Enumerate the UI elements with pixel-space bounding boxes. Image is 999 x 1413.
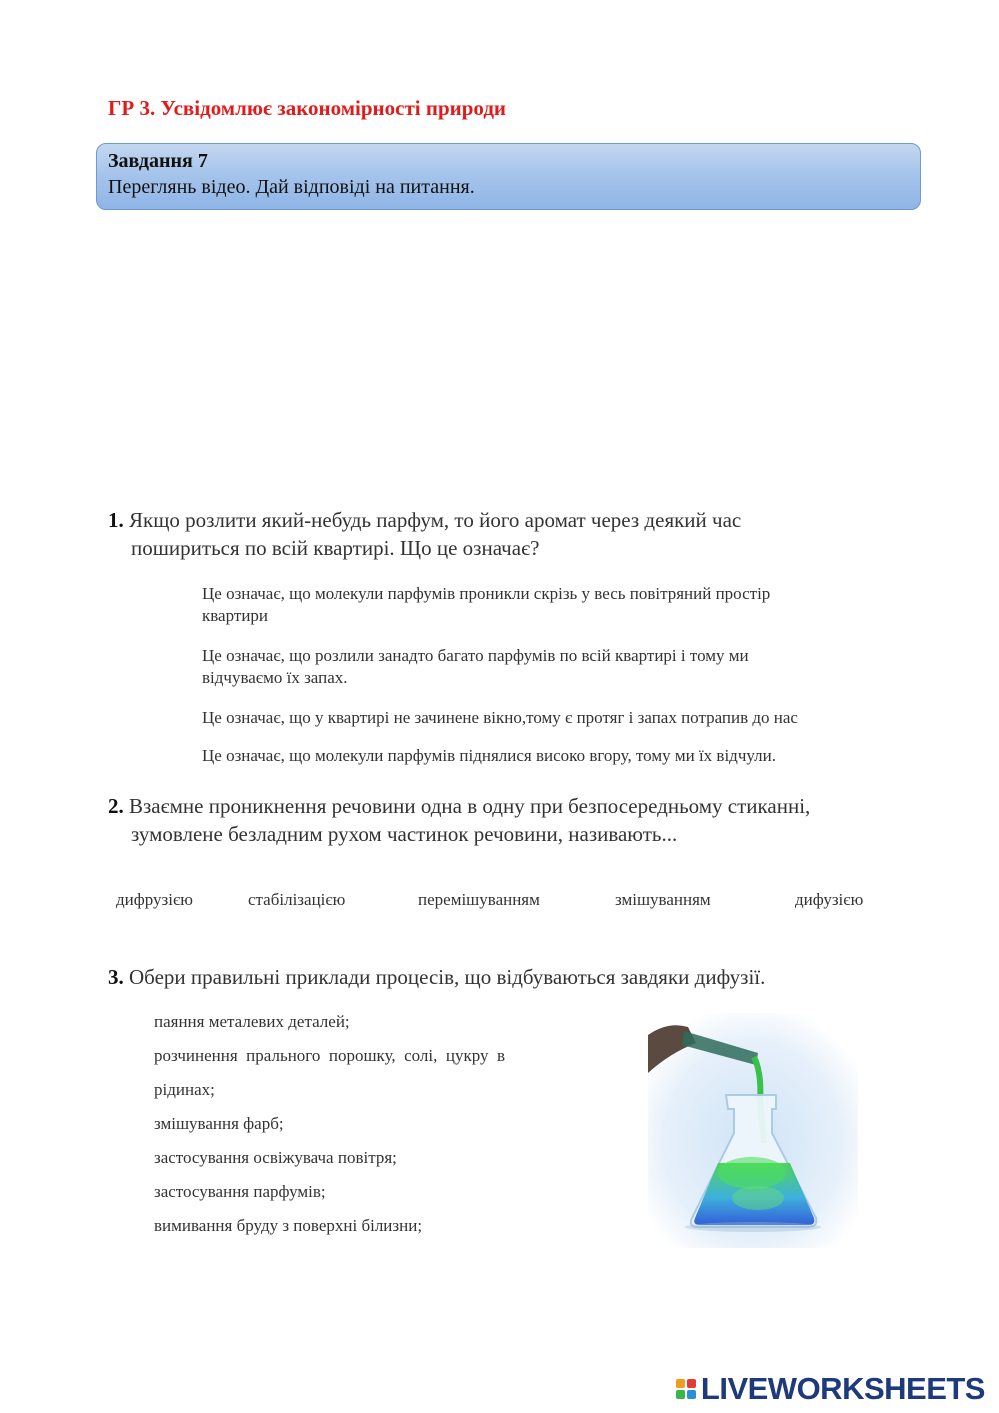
question-3-number: 3. <box>108 965 124 989</box>
question-2-number: 2. <box>108 794 124 818</box>
q3-example-2b[interactable]: рідинах; <box>154 1080 215 1099</box>
question-3-text: Обери правильні приклади процесів, що відбуваються завдяки дифузії. <box>129 965 766 989</box>
question-3 <box>108 963 968 991</box>
flask-image <box>648 1013 858 1248</box>
q1-option-2[interactable] <box>202 645 922 689</box>
task-box <box>96 143 921 210</box>
question-1-line2: пошириться по всій квартирі. Що це означає? <box>131 536 540 560</box>
q1-option-1-line1: Це означає, що молекули парфумів проникли скрізь у весь повітряний простір <box>202 584 771 603</box>
question-1 <box>108 506 958 562</box>
q3-example-5[interactable]: застосування парфумів; <box>154 1182 326 1201</box>
word-option-3[interactable]: перемішуванням <box>418 890 540 909</box>
q1-option-4[interactable] <box>202 745 922 767</box>
q3-example-4[interactable]: застосування освіжувача повітря; <box>154 1148 397 1167</box>
logo-icon <box>676 1379 696 1399</box>
q3-example-3[interactable]: змішування фарб; <box>154 1114 284 1133</box>
word-option-1[interactable]: дифрузією <box>116 890 193 909</box>
question-2-line2: зумовлене безладним рухом частинок речовини, називають... <box>131 822 678 846</box>
q3-examples-list <box>154 1005 584 1243</box>
q1-option-1-line2: квартири <box>202 606 269 625</box>
word-option-2[interactable]: стабілізацією <box>248 890 346 909</box>
q1-option-4-line1: Це означає, що молекули парфумів піднялися високо вгору, тому ми їх відчули. <box>202 746 776 765</box>
q1-option-3[interactable] <box>202 707 932 729</box>
flask-illustration <box>648 1013 858 1248</box>
q3-example-2[interactable]: розчинення прального порошку, солі, цукру в <box>154 1046 506 1065</box>
question-2 <box>108 792 968 848</box>
section-heading: ГР 3. Усвідомлює закономірності природи <box>108 96 507 120</box>
q3-example-6[interactable]: вимивання бруду з поверхні білизни; <box>154 1216 423 1235</box>
q1-option-1[interactable] <box>202 583 922 627</box>
liveworksheets-logo <box>676 1372 985 1406</box>
task-title: Завдання 7 <box>108 150 208 172</box>
task-description: Переглянь відео. Дай відповіді на питання. <box>108 176 475 198</box>
word-option-4[interactable]: змішуванням <box>615 890 711 909</box>
question-2-line1: Взаємне проникнення речовини одна в одну при безпосередньому стиканні, <box>129 794 811 818</box>
logo-text: LIVEWORKSHEETS <box>700 1371 985 1406</box>
question-1-number: 1. <box>108 508 124 532</box>
question-1-line1: Якщо розлити який-небудь парфум, то його аромат через деякий час <box>129 508 742 532</box>
q1-option-2-line2: відчуваємо їх запах. <box>202 668 348 687</box>
q1-option-3-line1: Це означає, що у квартирі не зачинене вікно,тому є протяг і запах потрапив до нас <box>202 708 798 727</box>
q1-option-2-line1: Це означає, що розлили занадто багато парфумів по всій квартирі і тому ми <box>202 646 749 665</box>
word-option-5[interactable]: дифузією <box>795 890 864 909</box>
q3-example-1[interactable]: паяння металевих деталей; <box>154 1012 350 1031</box>
